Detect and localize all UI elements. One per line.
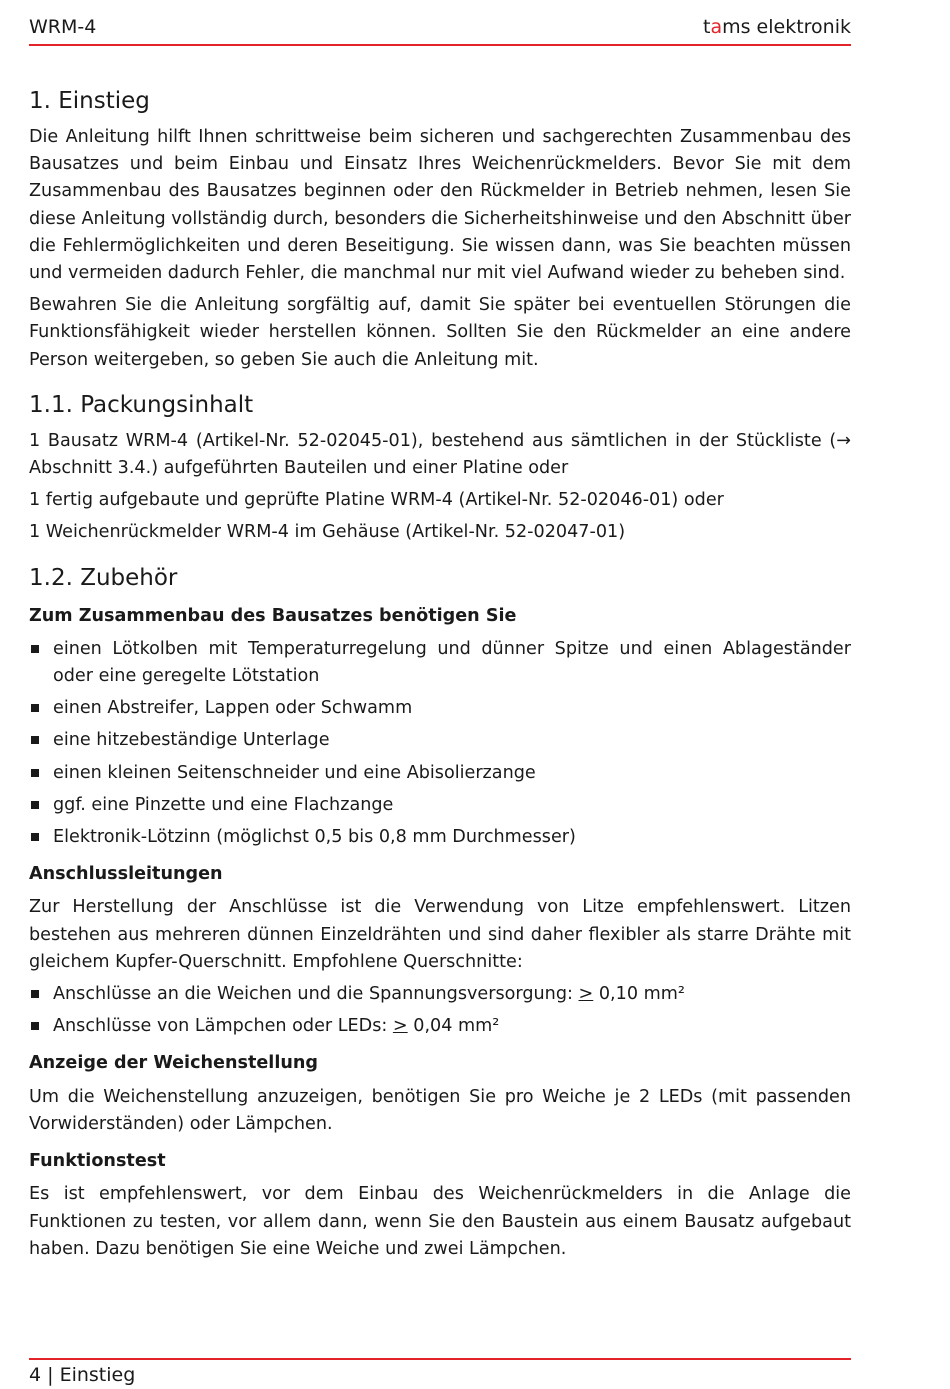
paragraph: Bewahren Sie die Anleitung sorgfältig auf, damit Sie später bei eventuellen Störungen die Funktionsfähigkeit wieder herstellen können. Sollten Sie den Rückmelder an eine andere Person weitergeben, so geben Sie auch die Anleitung mit. [29,295,851,370]
paragraph: Zur Herstellung der Anschlüsse ist die Verwendung von Litze empfehlenswert. Litzen bestehen aus mehreren dünnen Einzeldrähten und sind daher flexibler als starre Drähte mit gleichem Kupfer-Querschnitt. Empfohlene Querschnitte: [29,897,851,972]
bullet-icon [31,769,39,777]
subheading-zusammenbau: Zum Zusammenbau des Bausatzes benötigen Sie [29,605,517,626]
paragraph: 1 Weichenrückmelder WRM-4 im Gehäuse (Artikel-Nr. 52-02047-01) [29,522,626,543]
page-number-label: 4 | Einstieg [29,1364,136,1386]
page-content [29,86,851,1268]
bullet-icon [31,833,39,841]
paragraph: 1 Bausatz WRM-4 (Artikel-Nr. 52-02045-01), bestehend aus sämtlichen in der Stückliste (→ Abschnitt 3.4.) aufgeführten Bauteilen und einer Platine oder [29,430,851,479]
list-item: einen Lötkolben mit Temperaturregelung und dünner Spitze und einen Ablageständer oder eine geregelte Lötstation [29,636,851,690]
list-item: eine hitzebeständige Unterlage [29,727,851,754]
paragraph: 1 fertig aufgebaute und geprüfte Platine WRM-4 (Artikel-Nr. 52-02046-01) oder [29,490,724,511]
bullet-icon [31,736,39,744]
paragraph: Es ist empfehlenswert, vor dem Einbau des Weichenrückmelders in die Anlage die Funktionen zu testen, vor allem dann, wenn Sie den Baustein aus einem Bausatz aufgebaut haben. Dazu benötigen Sie eine Weiche und zwei Lämpchen. [29,1184,851,1259]
bullet-icon [31,990,39,998]
subheading-anschlussleitungen: Anschlussleitungen [29,864,223,885]
list-item: einen kleinen Seitenschneider und eine Abisolierzange [29,760,851,787]
subheading-anzeige: Anzeige der Weichenstellung [29,1053,318,1074]
paragraph: Um die Weichenstellung anzuzeigen, benötigen Sie pro Weiche je 2 LEDs (mit passenden Vorwiderständen) oder Lämpchen. [29,1086,851,1134]
bullet-icon [31,645,39,653]
subheading-funktionstest: Funktionstest [29,1151,166,1172]
list-item: Anschlüsse von Lämpchen oder LEDs: > 0,04 mm² [29,1013,851,1040]
list-item: Anschlüsse an die Weichen und die Spannungsversorgung: > 0,10 mm² [29,981,851,1008]
bullet-icon [31,704,39,712]
bullet-icon [31,1022,39,1030]
list-item: ggf. eine Pinzette und eine Flachzange [29,792,851,819]
tools-list [29,636,851,851]
list-item: einen Abstreifer, Lappen oder Schwamm [29,695,851,722]
page-header [29,14,851,46]
section-heading-packungsinhalt: 1.1. Packungsinhalt [29,391,254,418]
section-heading-zubehoer: 1.2. Zubehör [29,564,178,591]
paragraph: Die Anleitung hilft Ihnen schrittweise beim sicheren und sachgerechten Zusammenbau des Bausatzes und beim Einbau und Einsatz Ihres Weichenrückmelders. Bevor Sie mit dem Zusammenbau des Bausatzes beginnen oder den Rückmelder in Betrieb nehmen, lesen Sie diese Anleitung vollständig durch, besonders die Sicherheitshinweise und den Abschnitt über die Fehlermöglichkeiten und deren Beseitigung. Sie wissen dann, was Sie beachten müssen und vermeiden dadurch Fehler, die manchmal nur mit viel Aufwand wieder zu beheben sind. [29,127,851,284]
brand-accent-letter: a [710,16,723,38]
document-title: WRM-4 [29,16,97,38]
list-item: Elektronik-Lötzinn (möglichst 0,5 bis 0,8 mm Durchmesser) [29,824,851,851]
page-footer [29,1358,851,1386]
section-heading-einstieg: 1. Einstieg [29,88,150,114]
cable-list [29,981,851,1040]
bullet-icon [31,801,39,809]
brand-name: tams elektronik [702,16,851,38]
